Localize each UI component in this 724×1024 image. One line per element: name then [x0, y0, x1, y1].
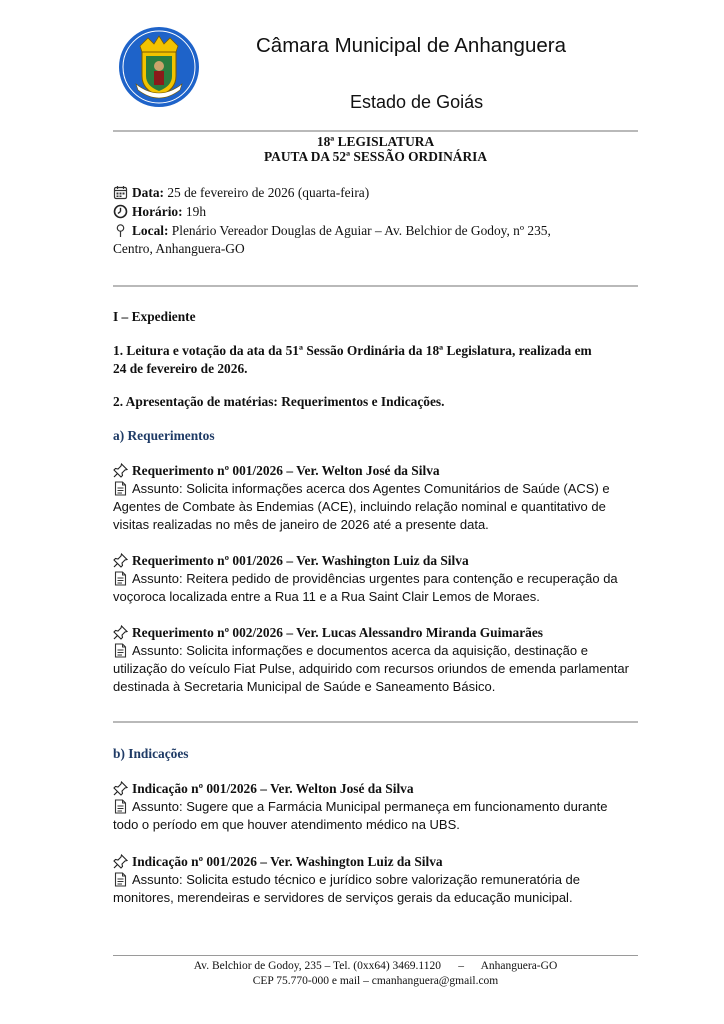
requerimento-subject-line — [113, 642, 643, 660]
expediente-item-2: 2. Apresentação de matérias: Requerimentos e Indicações. — [113, 394, 445, 409]
requerimento-subject-line: Agentes de Combate às Endemias (ACE), incluindo relação nominal e quantitativo de — [113, 499, 606, 514]
date-label: Data: — [132, 185, 164, 200]
indicacao-title — [113, 780, 643, 798]
location-label: Local: — [132, 223, 169, 238]
requerimento-subject-line: destinada à Secretaria Municipal de Saúde e Saneamento Básico. — [113, 679, 496, 694]
location-value-line1: Plenário Vereador Douglas de Aguiar – Av. Belchior de Godoy, nº 235, — [168, 223, 551, 238]
requerimento-title-text: Requerimento nº 001/2026 – Ver. Washington Luiz da Silva — [132, 553, 469, 568]
requerimentos-heading: a) Requerimentos — [113, 428, 215, 443]
indicacao-subject-line: todo o período em que houver atendimento médico na UBS. — [113, 817, 460, 832]
pushpin-icon — [113, 625, 128, 640]
indicacao-title — [113, 853, 643, 871]
expediente-heading: I – Expediente — [113, 309, 196, 324]
pushpin-icon — [113, 553, 128, 568]
expediente-item-1-line1: 1. Leitura e votação da ata da 51ª Sessão Ordinária da 18ª Legislatura, realizada em — [113, 343, 592, 358]
requerimento-title — [113, 552, 643, 570]
map-pin-icon — [113, 223, 128, 238]
expediente-item-1-line2: 24 de fevereiro de 2026. — [113, 361, 248, 376]
pauta-title: PAUTA DA 52ª SESSÃO ORDINÁRIA — [263, 149, 487, 164]
section-divider — [113, 721, 638, 723]
indicacao-subject-text: Assunto: Solicita estudo técnico e jurídico sobre valorização remuneratória de — [132, 872, 581, 887]
header-divider — [113, 130, 638, 132]
municipal-seal-logo — [118, 26, 200, 108]
legislatura-heading: 18ª LEGISLATURA — [316, 134, 435, 149]
footer-address: Av. Belchior de Godoy, 235 – Tel. (0xx64) 3469.1120 – Anhanguera-GO — [193, 960, 558, 972]
requerimento-subject-line: visitas realizadas no mês de janeiro de 2026 até a presente data. — [113, 517, 489, 532]
footer-divider — [113, 955, 638, 956]
clock-icon — [113, 204, 128, 219]
session-time — [113, 203, 643, 221]
document-icon — [113, 571, 128, 586]
time-label: Horário: — [132, 204, 183, 219]
session-date — [113, 184, 643, 202]
requerimento-title — [113, 624, 643, 642]
pushpin-icon — [113, 463, 128, 478]
time-value: 19h — [182, 204, 207, 219]
requerimento-subject-line — [113, 570, 643, 588]
document-icon — [113, 481, 128, 496]
requerimento-subject-line: voçoroca localizada entre a Rua 11 e a Rua Saint Clair Lemos de Moraes. — [113, 589, 540, 604]
indicacao-subject-line: monitores, merendeiras e servidores de serviços gerais da educação municipal. — [113, 890, 573, 905]
document-icon — [113, 643, 128, 658]
indicacao-title-text: Indicação nº 001/2026 – Ver. Welton José da Silva — [132, 781, 414, 796]
indicacao-subject-line — [113, 798, 643, 816]
pushpin-icon — [113, 854, 128, 869]
state-subtitle: Estado de Goiás — [350, 92, 484, 112]
indicacao-subject-line — [113, 871, 643, 889]
indicacao-title-text: Indicação nº 001/2026 – Ver. Washington Luiz da Silva — [132, 854, 443, 869]
session-location — [113, 222, 643, 240]
requerimento-subject-text: Assunto: Reitera pedido de providências urgentes para contenção e recuperação da — [132, 571, 618, 586]
indicacao-subject-text: Assunto: Sugere que a Farmácia Municipal permaneça em funcionamento durante — [132, 799, 608, 814]
document-icon — [113, 799, 128, 814]
calendar-icon — [113, 185, 128, 200]
requerimento-title — [113, 462, 643, 480]
requerimento-title-text: Requerimento nº 002/2026 – Ver. Lucas Alessandro Miranda Guimarães — [132, 625, 543, 640]
indicacoes-heading: b) Indicações — [113, 746, 189, 761]
section-divider — [113, 285, 638, 287]
requerimento-subject-text: Assunto: Solicita informações acerca dos Agentes Comunitários de Saúde (ACS) e — [132, 481, 610, 496]
date-value: 25 de fevereiro de 2026 (quarta-feira) — [163, 185, 370, 200]
location-value-line2: Centro, Anhanguera-GO — [113, 241, 245, 256]
requerimento-title-text: Requerimento nº 001/2026 – Ver. Welton José da Silva — [132, 463, 440, 478]
requerimento-subject-line: utilização do veículo Fiat Pulse, adquirido com recursos oriundos de emenda parlamentar — [113, 661, 629, 676]
requerimento-subject-text: Assunto: Solicita informações e documentos acerca da aquisição, destinação e — [132, 643, 588, 658]
document-icon — [113, 872, 128, 887]
footer-contact: CEP 75.770-000 e mail – cmanhanguera@gmail.com — [252, 975, 499, 987]
pushpin-icon — [113, 781, 128, 796]
institution-title: Câmara Municipal de Anhanguera — [256, 34, 566, 57]
requerimento-subject-line — [113, 480, 643, 498]
